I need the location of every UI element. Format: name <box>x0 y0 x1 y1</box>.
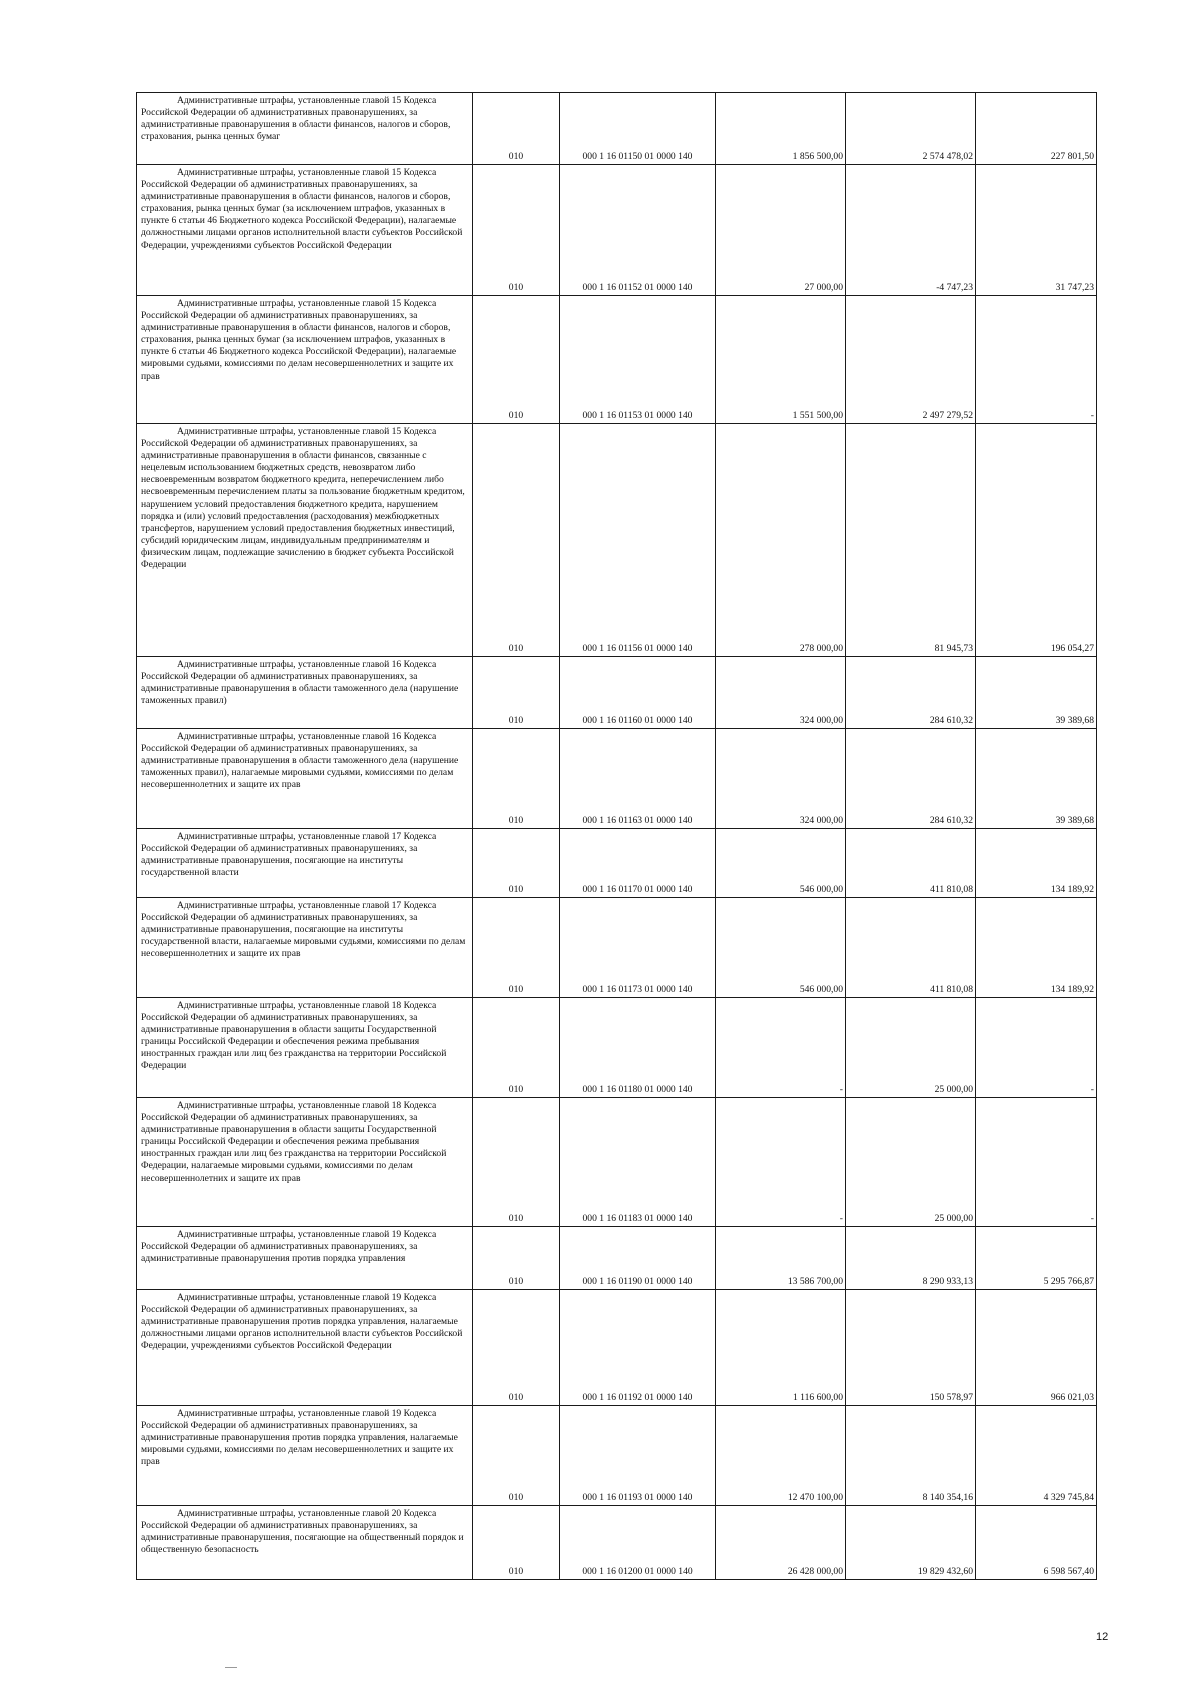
unexecuted-amount-cell: 39 389,68 <box>976 729 1097 829</box>
revenue-name-cell: Административные штрафы, установленные главой 17 Кодекса Российской Федерации об административных правонарушениях, за административные правонарушения, посягающие на институты государственной власти, налагаемые мировыми судьями, комиссиями по делам несовершеннолетних и защите их прав <box>137 898 473 998</box>
budget-classification-code-cell: 000 1 16 01200 01 0000 140 <box>560 1506 716 1580</box>
unexecuted-amount-cell: 134 189,92 <box>976 829 1097 898</box>
approved-amount-cell: 1 856 500,00 <box>716 93 846 165</box>
revenue-name-cell: Административные штрафы, установленные главой 15 Кодекса Российской Федерации об административных правонарушениях, за административные правонарушения в области финансов, связанные с нецелевым использованием бюджетных средств, невозвратом либо несвоевременным возвратом бюджетного кредита, неперечислением либо несвоевременным перечислением платы за пользование бюджетным кредитом, нарушением условий предоставления бюджетного кредита, нарушением порядка и (или) условий предоставления (расходования) межбюджетных трансфертов, нарушением условий предоставления бюджетных инвестиций, субсидий юридическим лицам, индивидуальным предпринимателям и физическим лицам, подлежащие зачислению в бюджет субъекта Российской Федерации <box>137 424 473 657</box>
budget-classification-code-cell: 000 1 16 01160 01 0000 140 <box>560 657 716 729</box>
line-code-cell: 010 <box>473 1506 560 1580</box>
revenue-name-cell: Административные штрафы, установленные главой 16 Кодекса Российской Федерации об административных правонарушениях, за административные правонарушения в области таможенного дела (нарушение таможенных правил), налагаемые мировыми судьями, комиссиями по делам несовершеннолетних и защите их прав <box>137 729 473 829</box>
executed-amount-cell: 284 610,32 <box>846 657 976 729</box>
approved-amount-cell: 278 000,00 <box>716 424 846 657</box>
table-row <box>137 829 1097 898</box>
revenue-name-cell: Административные штрафы, установленные главой 16 Кодекса Российской Федерации об административных правонарушениях, за административные правонарушения в области таможенного дела (нарушение таможенных правил) <box>137 657 473 729</box>
budget-classification-code-cell: 000 1 16 01152 01 0000 140 <box>560 165 716 296</box>
line-code-cell: 010 <box>473 998 560 1098</box>
budget-classification-code-cell: 000 1 16 01192 01 0000 140 <box>560 1290 716 1406</box>
line-code-cell: 010 <box>473 296 560 424</box>
unexecuted-amount-cell: 5 295 766,87 <box>976 1227 1097 1290</box>
revenue-name-cell: Административные штрафы, установленные главой 17 Кодекса Российской Федерации об административных правонарушениях, за административные правонарушения, посягающие на институты государственной власти <box>137 829 473 898</box>
table-row <box>137 1506 1097 1580</box>
table-row <box>137 93 1097 165</box>
budget-classification-code-cell: 000 1 16 01190 01 0000 140 <box>560 1227 716 1290</box>
revenue-name-cell: Административные штрафы, установленные главой 18 Кодекса Российской Федерации об административных правонарушениях, за административные правонарушения в области защиты Государственной границы Российской Федерации и обеспечения режима пребывания иностранных граждан или лиц без гражданства на территории Российской Федерации, налагаемые мировыми судьями, комиссиями по делам несовершеннолетних и защите их прав <box>137 1098 473 1227</box>
approved-amount-cell: 26 428 000,00 <box>716 1506 846 1580</box>
budget-classification-code-cell: 000 1 16 01156 01 0000 140 <box>560 424 716 657</box>
executed-amount-cell: 25 000,00 <box>846 998 976 1098</box>
line-code-cell: 010 <box>473 729 560 829</box>
line-code-cell: 010 <box>473 1227 560 1290</box>
unexecuted-amount-cell: 39 389,68 <box>976 657 1097 729</box>
budget-classification-code-cell: 000 1 16 01180 01 0000 140 <box>560 998 716 1098</box>
scan-artifact <box>225 1667 237 1668</box>
executed-amount-cell: 150 578,97 <box>846 1290 976 1406</box>
executed-amount-cell: 2 574 478,02 <box>846 93 976 165</box>
executed-amount-cell: 8 140 354,16 <box>846 1406 976 1506</box>
executed-amount-cell: 25 000,00 <box>846 1098 976 1227</box>
budget-classification-code-cell: 000 1 16 01183 01 0000 140 <box>560 1098 716 1227</box>
line-code-cell: 010 <box>473 1406 560 1506</box>
revenue-name-cell: Административные штрафы, установленные главой 20 Кодекса Российской Федерации об административных правонарушениях, за административные правонарушения, посягающие на общественный порядок и общественную безопасность <box>137 1506 473 1580</box>
unexecuted-amount-cell: 227 801,50 <box>976 93 1097 165</box>
budget-classification-code-cell: 000 1 16 01173 01 0000 140 <box>560 898 716 998</box>
table-row <box>137 898 1097 998</box>
unexecuted-amount-cell: 196 054,27 <box>976 424 1097 657</box>
approved-amount-cell: 324 000,00 <box>716 729 846 829</box>
table-row <box>137 1098 1097 1227</box>
table-row <box>137 296 1097 424</box>
revenue-name-cell: Административные штрафы, установленные главой 15 Кодекса Российской Федерации об административных правонарушениях, за административные правонарушения в области финансов, налогов и сборов, страхования, рынка ценных бумаг <box>137 93 473 165</box>
executed-amount-cell: 19 829 432,60 <box>846 1506 976 1580</box>
approved-amount-cell: 546 000,00 <box>716 829 846 898</box>
approved-amount-cell: - <box>716 998 846 1098</box>
executed-amount-cell: 81 945,73 <box>846 424 976 657</box>
unexecuted-amount-cell: - <box>976 998 1097 1098</box>
unexecuted-amount-cell: 134 189,92 <box>976 898 1097 998</box>
line-code-cell: 010 <box>473 93 560 165</box>
unexecuted-amount-cell: - <box>976 296 1097 424</box>
revenue-name-cell: Административные штрафы, установленные главой 19 Кодекса Российской Федерации об административных правонарушениях, за административные правонарушения против порядка управления, налагаемые мировыми судьями, комиссиями по делам несовершеннолетних и защите их прав <box>137 1406 473 1506</box>
revenue-table <box>136 92 1097 1580</box>
executed-amount-cell: 411 810,08 <box>846 898 976 998</box>
unexecuted-amount-cell: 6 598 567,40 <box>976 1506 1097 1580</box>
line-code-cell: 010 <box>473 165 560 296</box>
approved-amount-cell: 546 000,00 <box>716 898 846 998</box>
budget-classification-code-cell: 000 1 16 01193 01 0000 140 <box>560 1406 716 1506</box>
approved-amount-cell: 12 470 100,00 <box>716 1406 846 1506</box>
line-code-cell: 010 <box>473 1098 560 1227</box>
table-row <box>137 1290 1097 1406</box>
line-code-cell: 010 <box>473 829 560 898</box>
table-row <box>137 1227 1097 1290</box>
table-body <box>137 93 1097 1580</box>
unexecuted-amount-cell: - <box>976 1098 1097 1227</box>
approved-amount-cell: 1 116 600,00 <box>716 1290 846 1406</box>
approved-amount-cell: - <box>716 1098 846 1227</box>
table-row <box>137 998 1097 1098</box>
budget-classification-code-cell: 000 1 16 01163 01 0000 140 <box>560 729 716 829</box>
revenue-name-cell: Административные штрафы, установленные главой 15 Кодекса Российской Федерации об административных правонарушениях, за административные правонарушения в области финансов, налогов и сборов, страхования, рынка ценных бумаг (за исключением штрафов, указанных в пункте 6 статьи 46 Бюджетного кодекса Российской Федерации), налагаемые мировыми судьями, комиссиями по делам несовершеннолетних и защите их прав <box>137 296 473 424</box>
line-code-cell: 010 <box>473 898 560 998</box>
approved-amount-cell: 1 551 500,00 <box>716 296 846 424</box>
revenue-name-cell: Административные штрафы, установленные главой 19 Кодекса Российской Федерации об административных правонарушениях, за административные правонарушения против порядка управления <box>137 1227 473 1290</box>
executed-amount-cell: 8 290 933,13 <box>846 1227 976 1290</box>
table-row <box>137 729 1097 829</box>
line-code-cell: 010 <box>473 1290 560 1406</box>
table-row <box>137 424 1097 657</box>
revenue-name-cell: Административные штрафы, установленные главой 18 Кодекса Российской Федерации об административных правонарушениях, за административные правонарушения в области защиты Государственной границы Российской Федерации и обеспечения режима пребывания иностранных граждан или лиц без гражданства на территории Российской Федерации <box>137 998 473 1098</box>
executed-amount-cell: 411 810,08 <box>846 829 976 898</box>
approved-amount-cell: 324 000,00 <box>716 657 846 729</box>
line-code-cell: 010 <box>473 424 560 657</box>
budget-classification-code-cell: 000 1 16 01170 01 0000 140 <box>560 829 716 898</box>
approved-amount-cell: 13 586 700,00 <box>716 1227 846 1290</box>
executed-amount-cell: 2 497 279,52 <box>846 296 976 424</box>
line-code-cell: 010 <box>473 657 560 729</box>
unexecuted-amount-cell: 4 329 745,84 <box>976 1406 1097 1506</box>
table-row <box>137 657 1097 729</box>
table-row <box>137 1406 1097 1506</box>
unexecuted-amount-cell: 966 021,03 <box>976 1290 1097 1406</box>
unexecuted-amount-cell: 31 747,23 <box>976 165 1097 296</box>
revenue-name-cell: Административные штрафы, установленные главой 19 Кодекса Российской Федерации об административных правонарушениях, за административные правонарушения против порядка управления, налагаемые должностными лицами органов исполнительной власти субъектов Российской Федерации, учреждениями субъектов Российской Федерации <box>137 1290 473 1406</box>
executed-amount-cell: 284 610,32 <box>846 729 976 829</box>
revenue-name-cell: Административные штрафы, установленные главой 15 Кодекса Российской Федерации об административных правонарушениях, за административные правонарушения в области финансов, налогов и сборов, страхования, рынка ценных бумаг (за исключением штрафов, указанных в пункте 6 статьи 46 Бюджетного кодекса Российской Федерации), налагаемые должностными лицами органов исполнительной власти субъектов Российской Федерации, учреждениями субъектов Российской Федерации <box>137 165 473 296</box>
approved-amount-cell: 27 000,00 <box>716 165 846 296</box>
budget-classification-code-cell: 000 1 16 01150 01 0000 140 <box>560 93 716 165</box>
executed-amount-cell: -4 747,23 <box>846 165 976 296</box>
table-row <box>137 165 1097 296</box>
budget-classification-code-cell: 000 1 16 01153 01 0000 140 <box>560 296 716 424</box>
page-number: 12 <box>1096 1631 1109 1643</box>
